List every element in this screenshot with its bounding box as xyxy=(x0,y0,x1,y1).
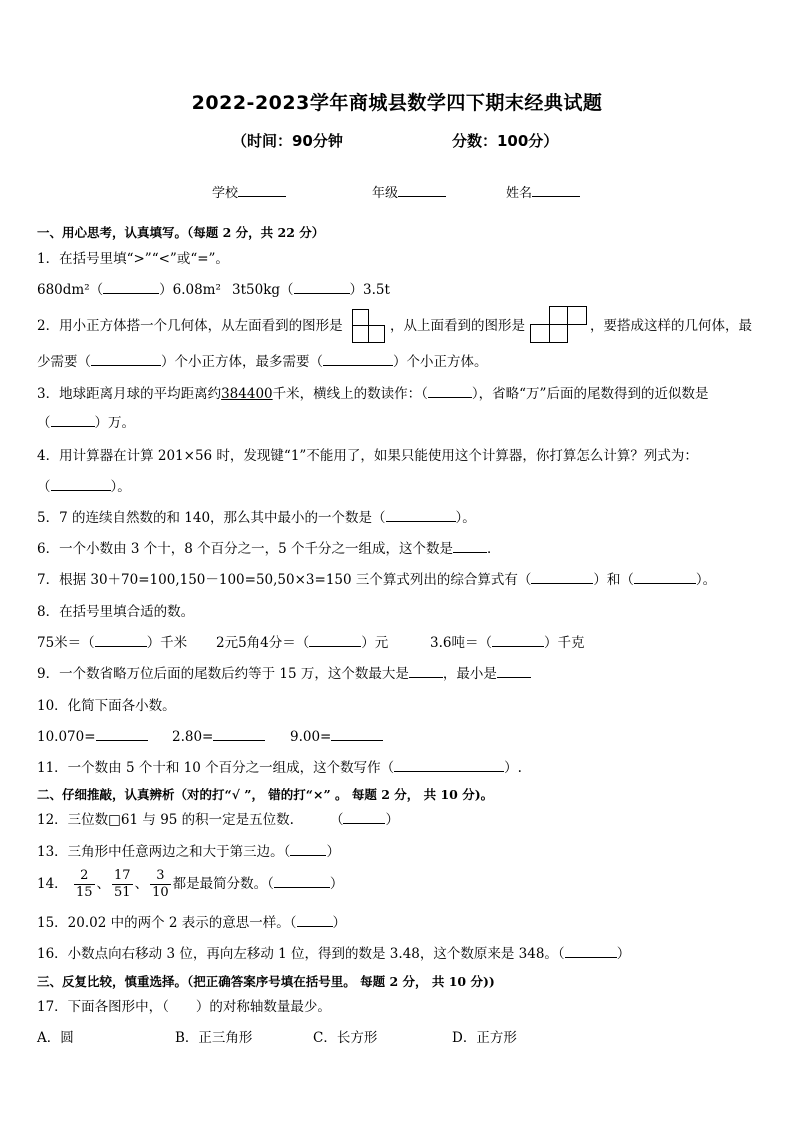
fraction-numerator: 3 xyxy=(150,868,171,885)
question-11 xyxy=(37,759,522,777)
q9-max-blank[interactable] xyxy=(409,665,443,678)
q8a-blank[interactable] xyxy=(95,634,147,647)
q11-text-a: 11．一个数由 5 个十和 10 个百分之一组成，这个数写作（ xyxy=(37,760,395,776)
q1a-blank[interactable] xyxy=(103,281,159,294)
grade-label: 年级 xyxy=(372,186,399,201)
q7-text-b: ）和（ xyxy=(593,572,634,588)
left-view-cell xyxy=(352,325,369,343)
question-6 xyxy=(37,540,501,558)
q7-text-a: 7．根据 30＋70=100,150－100=50,50×3=150 三个算式列出的综合算式有（ xyxy=(37,572,532,588)
q11-blank[interactable] xyxy=(394,759,504,772)
q13-text-b: ） xyxy=(326,844,340,860)
top-view-cell xyxy=(549,324,568,343)
question-16 xyxy=(37,945,630,963)
q8a-right: ）千米 xyxy=(146,635,188,651)
school-blank[interactable] xyxy=(238,184,286,197)
q9-text-b: ，最小是 xyxy=(442,666,497,682)
q1b-blank[interactable] xyxy=(294,281,350,294)
fraction-3-10 xyxy=(150,868,171,901)
option-d[interactable]: D．正方形 xyxy=(452,1030,517,1046)
question-17: 17．下面各图形中，（ ）的对称轴数量最少。 xyxy=(37,999,331,1015)
q8c-right: ）千克 xyxy=(543,635,585,651)
q9-text-a: 9．一个数省略万位后面的尾数后约等于 15 万，这个数最大是 xyxy=(37,666,409,682)
question-4-line-1: 4．用计算器在计算 201×56 时，发现键“1”不能用了，如果只能使用这个计算器，你打算怎么计算？列式为： xyxy=(37,448,698,464)
q12-blank[interactable] xyxy=(343,811,385,824)
fraction-denominator: 10 xyxy=(152,885,169,900)
question-8b xyxy=(216,634,388,652)
q2-max-blank[interactable] xyxy=(323,353,393,366)
q9-min-blank[interactable] xyxy=(497,665,531,678)
q16-blank[interactable] xyxy=(565,945,617,958)
q5-text-a: 5．7 的连续自然数的和 140，那么其中最小的一个数是（ xyxy=(37,510,386,526)
q5-blank[interactable] xyxy=(386,509,456,522)
q8c-left: 3.6吨＝（ xyxy=(430,635,492,651)
q1a-right: ）6.08m² xyxy=(159,282,221,298)
q15-blank[interactable] xyxy=(297,914,333,927)
fraction-numerator: 2 xyxy=(74,868,95,885)
section-1-heading: 一、用心思考，认真填写。（每题 2 分，共 22 分） xyxy=(37,225,325,240)
q8b-blank[interactable] xyxy=(309,634,361,647)
q6-text-a: 6．一个小数由 3 个十，8 个百分之一，5 个千分之一组成，这个数是 xyxy=(37,541,454,557)
separator: 、 xyxy=(134,876,149,892)
q10b-blank[interactable] xyxy=(213,728,265,741)
question-2-part-2: ，从上面看到的图形是 xyxy=(390,318,525,334)
question-8c xyxy=(430,634,584,652)
q12-text-b: （ xyxy=(329,812,344,828)
q7-blank-1[interactable] xyxy=(531,571,593,584)
grade-field xyxy=(372,182,446,201)
school-label: 学校 xyxy=(212,186,239,201)
q2-min-blank[interactable] xyxy=(91,353,161,366)
q11-text-b: ）. xyxy=(504,760,522,776)
fraction-17-51 xyxy=(112,868,133,901)
question-1b xyxy=(232,281,390,299)
q14-text-a: 14． xyxy=(37,876,68,892)
q3-number: 384400 xyxy=(221,386,273,402)
question-7 xyxy=(37,571,716,589)
question-4-line-2 xyxy=(37,478,131,496)
question-10b xyxy=(172,728,265,746)
q3-text-c: ），省略“万”后面的尾数得到的近似数是 xyxy=(471,386,709,402)
school-field xyxy=(212,182,286,201)
left-view-cell xyxy=(352,309,369,326)
q15-text-a: 15．20.02 中的两个 2 表示的意思一样。（ xyxy=(37,915,297,931)
q10a-text: 10.070= xyxy=(37,729,96,745)
q1b-left: 3t50kg（ xyxy=(232,282,294,298)
question-10a xyxy=(37,728,148,746)
grade-blank[interactable] xyxy=(398,184,446,197)
question-1a xyxy=(37,281,221,299)
q2-text-d: 少需要（ xyxy=(37,354,91,370)
fraction-denominator: 15 xyxy=(75,885,93,900)
question-1: 1．在括号里填“>”“<”或“=”。 xyxy=(37,251,229,267)
question-14 xyxy=(37,867,343,901)
q10b-text: 2.80= xyxy=(172,729,214,745)
question-10c xyxy=(290,728,383,746)
q12-text-a: 12．三位数□61 与 95 的积一定是五位数. xyxy=(37,812,294,828)
question-2-part-3: ，要搭成这样的几何体，最 xyxy=(590,318,752,334)
name-label: 姓名 xyxy=(506,186,533,201)
q7-blank-2[interactable] xyxy=(634,571,696,584)
name-field xyxy=(506,182,580,201)
fraction-denominator: 51 xyxy=(114,885,131,900)
option-c[interactable]: C．长方形 xyxy=(313,1030,378,1046)
q8b-right: ）元 xyxy=(361,635,389,651)
question-12 xyxy=(37,811,399,829)
q3-text-a: 3．地球距离月球的平均距离约 xyxy=(37,386,222,402)
q2-text-e: ）个小正方体，最多需要（ xyxy=(161,354,323,370)
question-8a xyxy=(37,634,187,652)
question-5 xyxy=(37,509,476,527)
q2-text-f: ）个小正方体。 xyxy=(393,354,488,370)
fraction-numerator: 17 xyxy=(114,868,131,883)
q16-text-a: 16．小数点向右移动 3 位，再向左移动 1 位，得到的数是 3.48，这个数原来是 348。（ xyxy=(37,946,565,962)
q7-text-c: ）。 xyxy=(695,572,717,588)
q3-read-blank[interactable] xyxy=(428,385,472,398)
q4-text-b: （ xyxy=(37,479,51,495)
q10a-blank[interactable] xyxy=(96,728,148,741)
q1a-left: 680dm²（ xyxy=(37,282,104,298)
question-2-part-1: 2．用小正方体搭一个几何体，从左面看到的图形是 xyxy=(37,318,343,334)
q15-text-b: ） xyxy=(332,915,347,931)
exam-time: （时间：90分钟 xyxy=(232,132,343,150)
q14-text-b: 都是最简分数。（ xyxy=(172,876,274,892)
section-2-heading: 二、仔细推敲，认真辨析（对的打“√ ”， 错的打“×” 。 每题 2 分， 共 10 分)。 xyxy=(37,787,494,802)
q3-text-e: ）万。 xyxy=(94,415,135,431)
q13-blank[interactable] xyxy=(290,843,326,856)
question-15 xyxy=(37,914,346,932)
q3-approx-blank[interactable] xyxy=(51,414,95,427)
q8a-left: 75米＝（ xyxy=(37,635,95,651)
section-3-heading: 三、反复比较，慎重选择。（把正确答案序号填在括号里。 每题 2 分， 共 10 分)) xyxy=(37,974,495,989)
question-9 xyxy=(37,665,531,683)
separator: 、 xyxy=(96,876,111,892)
question-8: 8．在括号里填合适的数。 xyxy=(37,604,195,620)
q8b-left: 2元5角4分＝（ xyxy=(216,635,310,651)
option-a[interactable]: A．圆 xyxy=(37,1030,74,1046)
question-2-line-2 xyxy=(37,353,488,371)
name-blank[interactable] xyxy=(532,184,580,197)
left-view-cell xyxy=(368,325,385,343)
fraction-2-15 xyxy=(74,868,95,901)
q12-text-c: ） xyxy=(385,812,399,828)
q3-text-b: 千米，横线上的数读作：（ xyxy=(272,386,428,402)
question-3-line-1 xyxy=(37,385,708,403)
q1b-right: ）3.5t xyxy=(349,282,390,298)
q8c-blank[interactable] xyxy=(492,634,544,647)
q4-blank[interactable] xyxy=(51,478,111,491)
q13-text-a: 13．三角形中任意两边之和大于第三边。（ xyxy=(37,844,291,860)
option-b[interactable]: B．正三角形 xyxy=(175,1030,253,1046)
page-title: 2022-2023学年商城县数学四下期末经典试题 xyxy=(191,92,603,114)
q5-text-b: ）。 xyxy=(455,510,476,526)
q14-text-c: ） xyxy=(329,876,344,892)
q10c-text: 9.00= xyxy=(290,729,332,745)
question-13 xyxy=(37,843,340,861)
q6-blank[interactable] xyxy=(453,540,487,553)
q6-text-b: ． xyxy=(487,541,501,557)
question-10: 10．化简下面各小数。 xyxy=(37,698,176,714)
q4-text-c: ）。 xyxy=(110,479,131,495)
top-view-cell xyxy=(549,306,568,325)
exam-score: 分数：100分） xyxy=(452,132,559,150)
q16-text-b: ） xyxy=(616,946,631,962)
q14-blank[interactable] xyxy=(274,875,330,888)
top-view-cell xyxy=(530,324,550,343)
top-view-cell xyxy=(567,306,587,325)
question-3-line-2 xyxy=(37,414,135,432)
q10c-blank[interactable] xyxy=(331,728,383,741)
q3-text-d: （ xyxy=(37,415,51,431)
